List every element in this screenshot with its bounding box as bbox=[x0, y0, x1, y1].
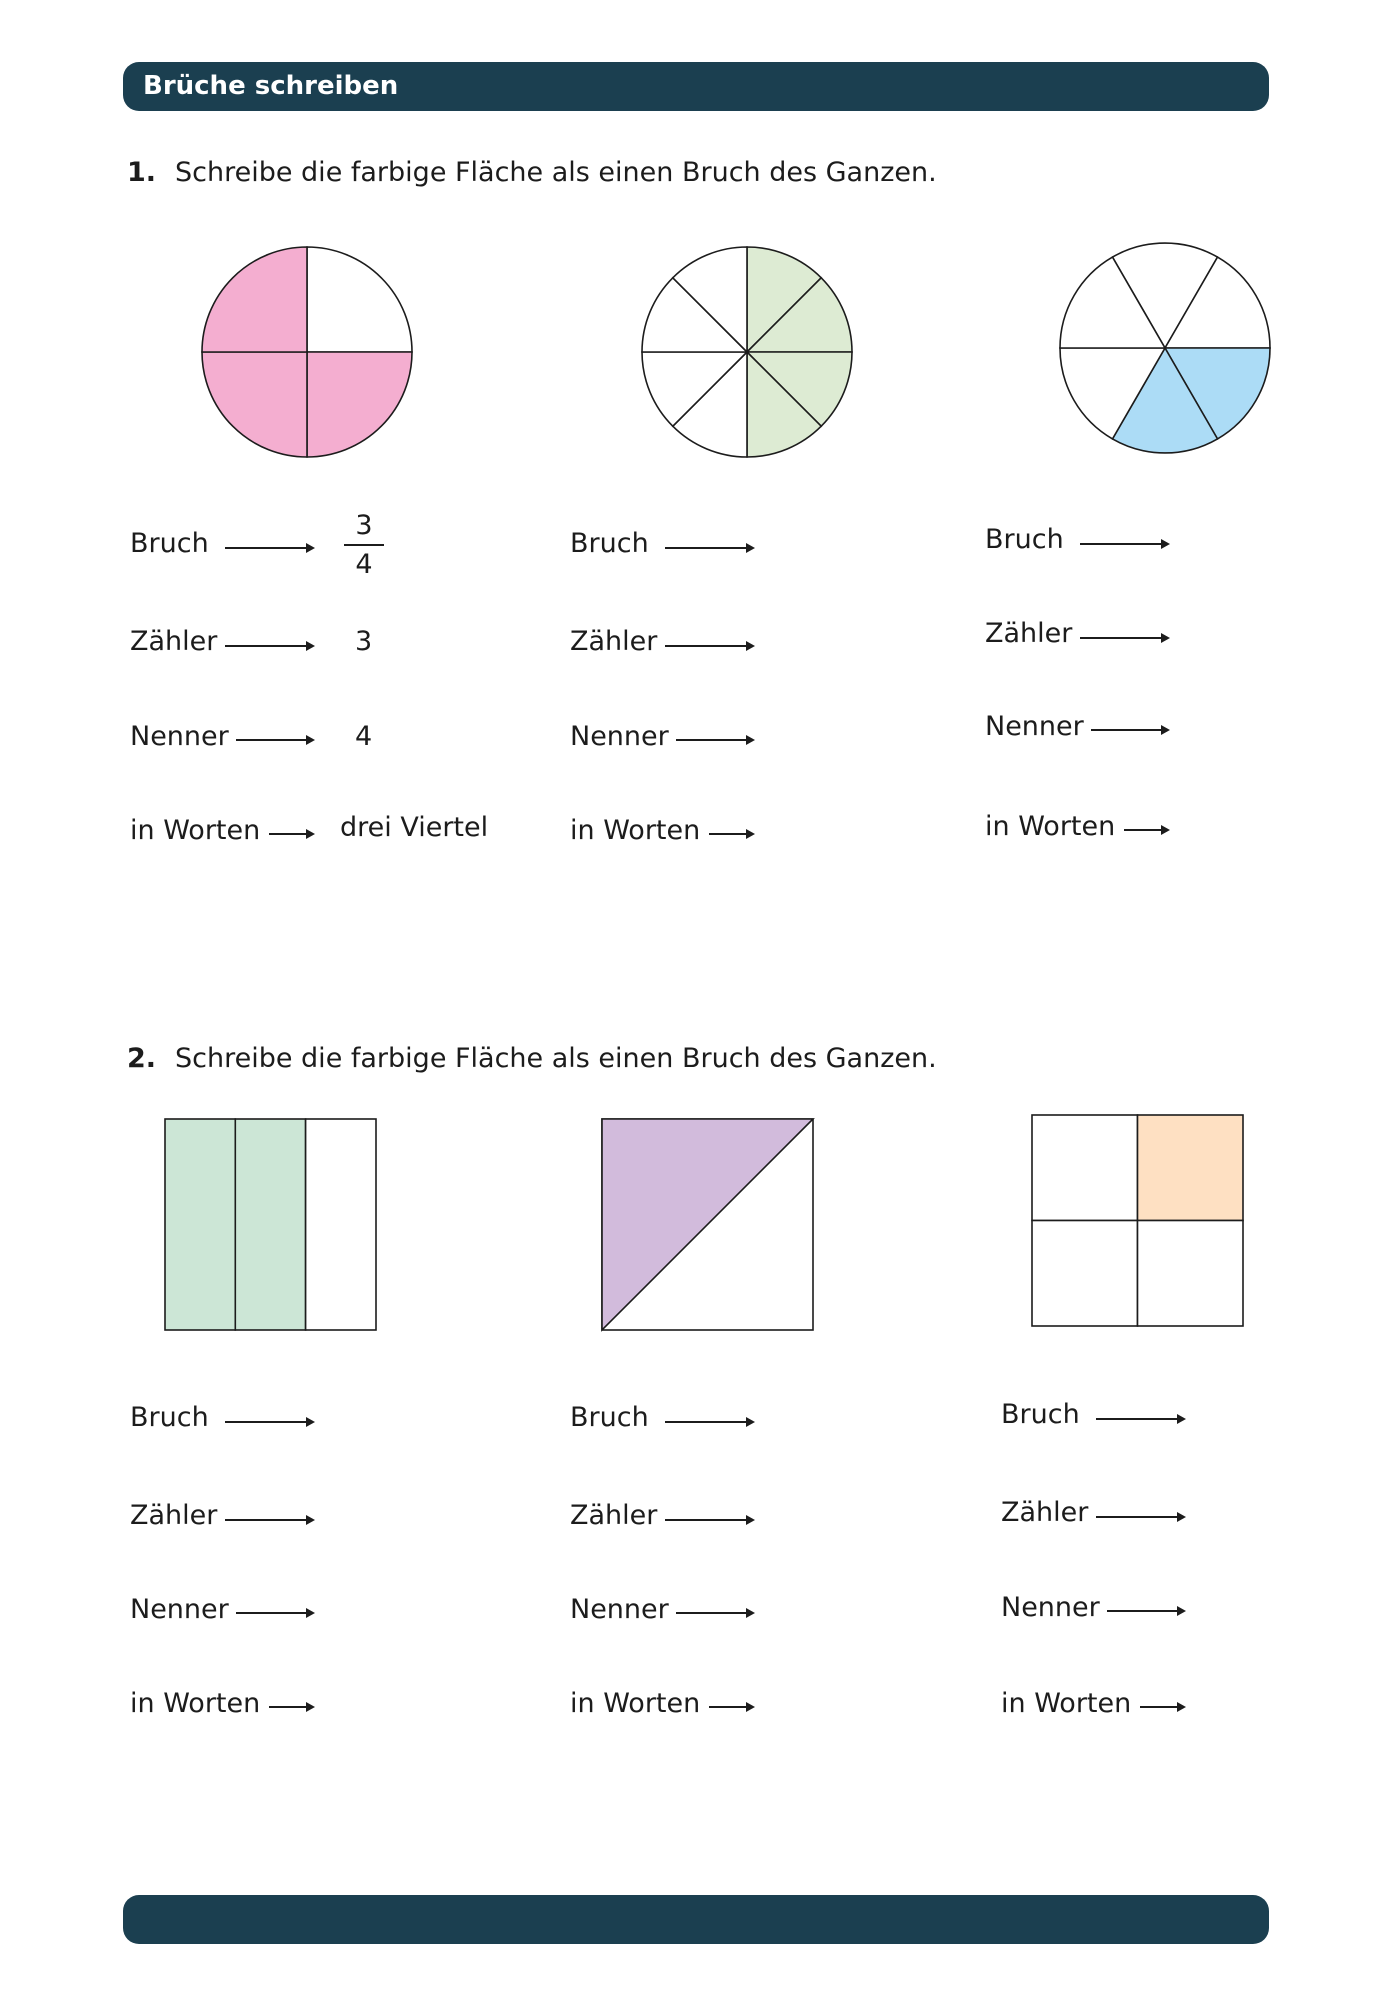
arrow-icon bbox=[236, 739, 313, 741]
label-bruch: Bruch bbox=[570, 1402, 649, 1433]
arrow-icon bbox=[1107, 1610, 1184, 1612]
circle-eighths-figure bbox=[640, 245, 854, 459]
label-nenner: Nenner bbox=[570, 721, 669, 752]
arrow-icon bbox=[225, 645, 313, 647]
arrow-icon bbox=[1091, 729, 1168, 731]
example-zaehler-value: 3 bbox=[355, 626, 373, 657]
label-bruch: Bruch bbox=[130, 1402, 209, 1433]
fraction-denominator: 4 bbox=[355, 549, 373, 580]
arrow-icon bbox=[225, 1519, 313, 1521]
example-worten-value: drei Viertel bbox=[340, 812, 489, 843]
arrow-icon bbox=[665, 547, 753, 549]
page-title: Brüche schreiben bbox=[143, 71, 399, 101]
label-nenner: Nenner bbox=[130, 721, 229, 752]
label-nenner: Nenner bbox=[1001, 1592, 1100, 1623]
arrow-icon bbox=[665, 1421, 753, 1423]
arrow-icon bbox=[1124, 829, 1168, 831]
label-nenner: Nenner bbox=[130, 1594, 229, 1625]
square-diagonal-figure bbox=[601, 1118, 816, 1333]
arrow-icon bbox=[1080, 637, 1168, 639]
arrow-icon bbox=[225, 547, 313, 549]
rectangle-thirds-figure bbox=[164, 1118, 379, 1333]
arrow-icon bbox=[665, 1519, 753, 1521]
label-worten: in Worten bbox=[1001, 1688, 1132, 1719]
label-worten: in Worten bbox=[985, 811, 1116, 842]
arrow-icon bbox=[225, 1421, 313, 1423]
label-bruch: Bruch bbox=[1001, 1399, 1080, 1430]
label-nenner: Nenner bbox=[570, 1594, 669, 1625]
task-number: 1. bbox=[127, 157, 157, 188]
example-nenner-value: 4 bbox=[355, 721, 373, 752]
label-zaehler: Zähler bbox=[130, 1500, 218, 1531]
label-worten: in Worten bbox=[570, 815, 701, 846]
arrow-icon bbox=[1140, 1706, 1184, 1708]
arrow-icon bbox=[709, 833, 753, 835]
label-bruch: Bruch bbox=[130, 528, 209, 559]
arrow-icon bbox=[269, 1706, 313, 1708]
label-worten: in Worten bbox=[570, 1688, 701, 1719]
arrow-icon bbox=[236, 1612, 313, 1614]
task-2-heading bbox=[127, 1043, 937, 1074]
arrow-icon bbox=[1096, 1516, 1184, 1518]
arrow-icon bbox=[1080, 543, 1168, 545]
circle-quarters-figure bbox=[200, 245, 414, 459]
arrow-icon bbox=[676, 1612, 753, 1614]
label-zaehler: Zähler bbox=[130, 626, 218, 657]
arrow-icon bbox=[1096, 1418, 1184, 1420]
label-zaehler: Zähler bbox=[570, 626, 658, 657]
arrow-icon bbox=[665, 645, 753, 647]
circle-sixths-figure bbox=[1058, 241, 1272, 455]
label-zaehler: Zähler bbox=[1001, 1497, 1089, 1528]
header-bar bbox=[123, 62, 1269, 111]
footer-bar bbox=[123, 1895, 1269, 1944]
arrow-icon bbox=[709, 1706, 753, 1708]
arrow-icon bbox=[676, 739, 753, 741]
task-number: 2. bbox=[127, 1043, 157, 1074]
square-grid-figure bbox=[1031, 1114, 1246, 1329]
fraction-bar bbox=[344, 544, 384, 546]
label-worten: in Worten bbox=[130, 815, 261, 846]
label-nenner: Nenner bbox=[985, 711, 1084, 742]
task-instruction: Schreibe die farbige Fläche als einen Bruch des Ganzen. bbox=[175, 1043, 937, 1074]
label-bruch: Bruch bbox=[985, 524, 1064, 555]
fraction-numerator: 3 bbox=[355, 510, 373, 541]
example-fraction bbox=[344, 510, 384, 580]
label-worten: in Worten bbox=[130, 1688, 261, 1719]
label-bruch: Bruch bbox=[570, 528, 649, 559]
task-1-heading bbox=[127, 157, 937, 188]
task-instruction: Schreibe die farbige Fläche als einen Bruch des Ganzen. bbox=[175, 157, 937, 188]
label-zaehler: Zähler bbox=[985, 618, 1073, 649]
arrow-icon bbox=[269, 833, 313, 835]
label-zaehler: Zähler bbox=[570, 1500, 658, 1531]
